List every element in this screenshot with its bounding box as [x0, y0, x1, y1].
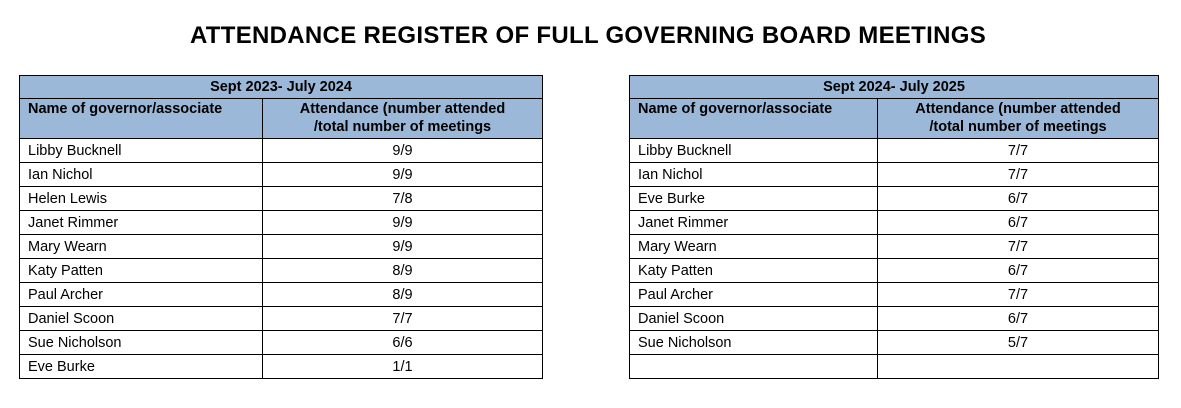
column-header-name: Name of governor/associate — [630, 99, 878, 139]
attendance-value: 7/8 — [263, 187, 543, 211]
table-row — [20, 139, 543, 163]
governor-name: Janet Rimmer — [20, 211, 263, 235]
governor-name: Paul Archer — [630, 283, 878, 307]
governor-name: Mary Wearn — [630, 235, 878, 259]
governor-name: Helen Lewis — [20, 187, 263, 211]
governor-name: Paul Archer — [20, 283, 263, 307]
table-row — [630, 235, 1159, 259]
governor-name: Daniel Scoon — [20, 307, 263, 331]
table-row — [630, 163, 1159, 187]
attendance-value: 8/9 — [263, 259, 543, 283]
governor-name: Eve Burke — [20, 355, 263, 379]
table-row — [20, 187, 543, 211]
table-row — [20, 235, 543, 259]
table-row — [20, 331, 543, 355]
table-row — [20, 163, 543, 187]
attendance-value: 6/6 — [263, 331, 543, 355]
governor-name: Katy Patten — [630, 259, 878, 283]
column-header-attendance — [878, 99, 1159, 139]
governor-name: Katy Patten — [20, 259, 263, 283]
table-row — [20, 307, 543, 331]
attendance-value: 7/7 — [263, 307, 543, 331]
governor-name: Eve Burke — [630, 187, 878, 211]
table-row — [630, 259, 1159, 283]
table-row — [630, 355, 1159, 379]
period-heading: Sept 2024- July 2025 — [630, 76, 1159, 99]
column-header-attendance — [263, 99, 543, 139]
column-header-attendance-line2: /total number of meetings — [313, 119, 492, 135]
attendance-value: 5/7 — [878, 331, 1159, 355]
attendance-value: 1/1 — [263, 355, 543, 379]
attendance-value: 9/9 — [263, 163, 543, 187]
attendance-table-2024-2025 — [629, 75, 1159, 379]
governor-name: Sue Nicholson — [20, 331, 263, 355]
table-row — [630, 139, 1159, 163]
governor-name: Mary Wearn — [20, 235, 263, 259]
attendance-value: 8/9 — [263, 283, 543, 307]
period-heading: Sept 2023- July 2024 — [20, 76, 543, 99]
page-title: ATTENDANCE REGISTER OF FULL GOVERNING BOARD MEETINGS — [189, 22, 987, 49]
table-row — [20, 259, 543, 283]
governor-name: Ian Nichol — [630, 163, 878, 187]
attendance-value: 6/7 — [878, 307, 1159, 331]
table-row — [630, 211, 1159, 235]
governor-name — [630, 355, 878, 379]
column-header-attendance-line1: Attendance (number attended — [299, 101, 506, 117]
table-row — [20, 211, 543, 235]
governor-name: Janet Rimmer — [630, 211, 878, 235]
column-header-attendance-line1: Attendance (number attended — [915, 101, 1121, 117]
column-header-name: Name of governor/associate — [20, 99, 263, 139]
governor-name: Libby Bucknell — [20, 139, 263, 163]
attendance-value: 6/7 — [878, 187, 1159, 211]
column-header-attendance-line2: /total number of meetings — [929, 119, 1107, 135]
attendance-value: 6/7 — [878, 259, 1159, 283]
attendance-table-2023-2024 — [19, 75, 543, 379]
governor-name: Daniel Scoon — [630, 307, 878, 331]
governor-name: Libby Bucknell — [630, 139, 878, 163]
attendance-value: 9/9 — [263, 211, 543, 235]
attendance-value: 9/9 — [263, 139, 543, 163]
table-row — [20, 283, 543, 307]
attendance-value: 9/9 — [263, 235, 543, 259]
table-row — [630, 283, 1159, 307]
table-row — [630, 187, 1159, 211]
attendance-value — [878, 355, 1159, 379]
governor-name: Sue Nicholson — [630, 331, 878, 355]
attendance-value: 7/7 — [878, 283, 1159, 307]
attendance-value: 6/7 — [878, 211, 1159, 235]
table-row — [20, 355, 543, 379]
attendance-value: 7/7 — [878, 139, 1159, 163]
table-row — [630, 331, 1159, 355]
attendance-value: 7/7 — [878, 163, 1159, 187]
attendance-value: 7/7 — [878, 235, 1159, 259]
governor-name: Ian Nichol — [20, 163, 263, 187]
table-row — [630, 307, 1159, 331]
